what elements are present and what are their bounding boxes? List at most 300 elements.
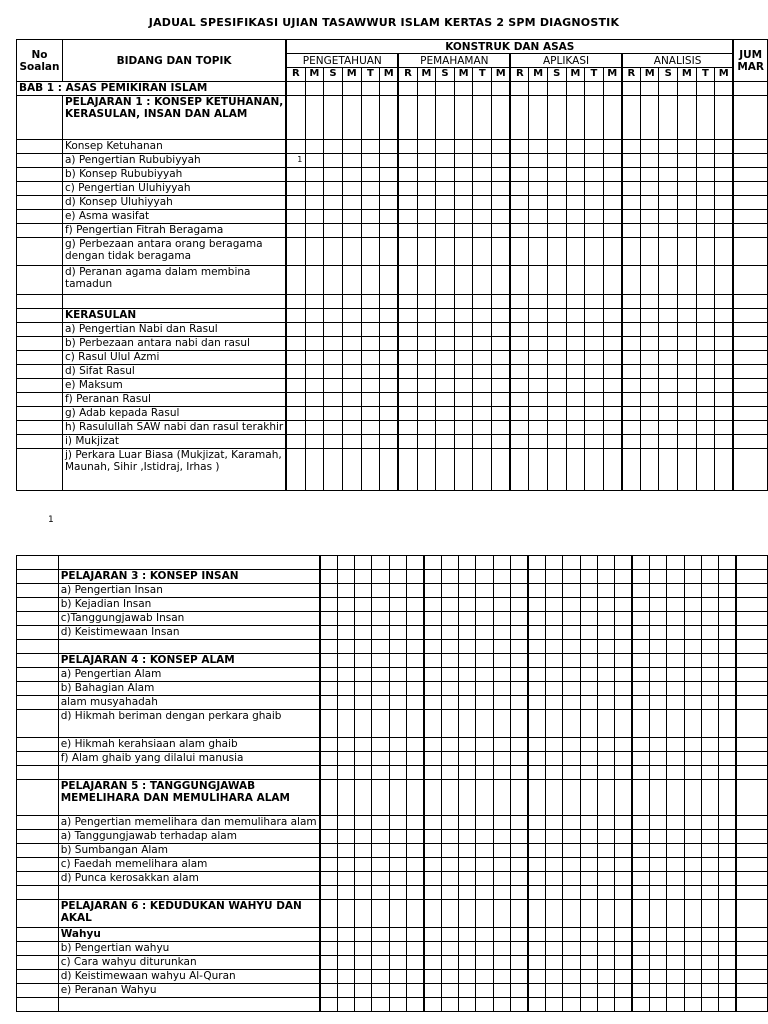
mark-cell [398,309,417,323]
jumlah-cell [733,182,767,196]
mark-cell [580,710,597,738]
mark-cell [342,168,361,182]
mark-cell [715,210,734,224]
mark-cell [719,654,736,668]
table-row [17,900,768,928]
mark-cell [678,379,697,393]
mark-cell [476,998,493,1012]
mark-cell [715,365,734,379]
mark-cell [585,365,604,379]
mark-cell [286,196,305,210]
mark-cell [398,337,417,351]
mark-cell [580,766,597,780]
mark-cell [476,598,493,612]
mark-cell [640,393,659,407]
mark-cell [603,323,622,337]
mark-cell [547,407,566,421]
mark-cell [398,365,417,379]
mark-cell [361,309,380,323]
mark-cell [632,598,649,612]
mark-cell [320,830,337,844]
mark-cell [441,682,458,696]
mark-cell [436,323,455,337]
mark-cell [324,435,343,449]
mark-cell [361,168,380,182]
mark-cell [529,337,548,351]
mark-cell [667,956,684,970]
mark-cell [696,210,715,224]
mark-cell [398,295,417,309]
mark-cell [372,696,389,710]
mark-cell [476,942,493,956]
mark-cell [454,238,473,266]
mark-cell [622,295,641,309]
mark-cell [372,928,389,942]
mark-cell [640,82,659,96]
mark-cell [406,942,423,956]
mark-cell [563,556,580,570]
mark-cell [492,421,511,435]
mark-cell [667,682,684,696]
mark-cell [622,449,641,491]
no-soalan-cell [17,830,59,844]
mark-cell [563,830,580,844]
mark-cell [528,830,545,844]
mark-cell [473,393,492,407]
mark-cell [667,970,684,984]
mark-cell [719,780,736,816]
mark-cell [640,238,659,266]
mark-cell [417,337,436,351]
mark-cell [424,584,441,598]
mark-cell [337,900,354,928]
mark-cell [667,626,684,640]
no-soalan-cell [17,435,63,449]
mark-cell [545,598,562,612]
mark-cell [492,295,511,309]
jumlah-cell [736,752,767,766]
mark-cell [563,956,580,970]
mark-cell [286,351,305,365]
mark-cell [719,612,736,626]
mark-cell [424,710,441,738]
topic-item: alam musyahadah [58,696,319,710]
mark-cell [492,351,511,365]
mark-cell [424,872,441,886]
mark-cell [389,816,406,830]
jumlah-cell [736,612,767,626]
mark-cell [398,449,417,491]
mark-cell [436,337,455,351]
no-soalan-cell [17,984,59,998]
mark-cell [597,928,614,942]
mark-cell [597,584,614,598]
mark-cell [529,196,548,210]
mark-cell [702,998,719,1012]
mark-cell [380,154,399,168]
mark-cell [615,858,632,872]
mark-cell [473,196,492,210]
mark-cell [667,752,684,766]
mark-cell [702,816,719,830]
mark-cell [286,140,305,154]
mark-cell [473,435,492,449]
mark-cell [622,238,641,266]
mark-cell [380,379,399,393]
jumlah-cell [733,393,767,407]
mark-cell [580,598,597,612]
mark-cell [566,182,585,196]
mark-cell [320,998,337,1012]
mark-cell [380,393,399,407]
mark-cell [342,182,361,196]
table-row [17,830,768,844]
mark-cell [545,998,562,1012]
mark-cell [603,379,622,393]
table-row [17,928,768,942]
group-header-aplikasi: APLIKASI [510,54,622,68]
mark-cell [320,872,337,886]
mark-cell [615,710,632,738]
mark-cell [702,626,719,640]
table-row [17,196,768,210]
mark-cell [719,626,736,640]
mark-cell [342,351,361,365]
mark-cell [459,598,476,612]
mark-cell [286,96,305,140]
mark-cell [702,956,719,970]
mark-cell [454,224,473,238]
mark-cell [476,556,493,570]
jumlah-cell [733,421,767,435]
mark-cell [492,140,511,154]
no-soalan-cell [17,696,59,710]
mark-cell [678,435,697,449]
jumlah-cell [733,224,767,238]
mark-cell [510,393,529,407]
level-header: R [510,68,529,82]
topic-item [58,998,319,1012]
mark-cell [585,393,604,407]
mark-cell [493,886,510,900]
mark-cell [622,323,641,337]
mark-cell [684,886,701,900]
topic-item [58,886,319,900]
mark-cell [547,168,566,182]
mark-cell [632,626,649,640]
mark-cell [640,154,659,168]
mark-cell [547,210,566,224]
topic-item: h) Rasulullah SAW nabi dan rasul terakhir [62,421,286,435]
mark-cell [632,900,649,928]
mark-cell [406,766,423,780]
mark-cell [354,998,371,1012]
mark-cell [473,407,492,421]
mark-cell [510,224,529,238]
mark-cell [640,224,659,238]
mark-cell [493,752,510,766]
mark-cell [510,365,529,379]
topic-item: Konsep Ketuhanan [62,140,286,154]
mark-cell [580,570,597,584]
mark-cell [493,766,510,780]
mark-cell [632,886,649,900]
topic-item [58,640,319,654]
mark-cell [511,696,528,710]
jumlah-cell [733,140,767,154]
mark-cell [324,337,343,351]
mark-cell [476,970,493,984]
mark-cell [650,752,667,766]
level-header: M [305,68,324,82]
mark-cell [380,140,399,154]
mark-cell [436,210,455,224]
mark-cell [678,351,697,365]
mark-cell [417,449,436,491]
mark-cell [286,393,305,407]
mark-cell [436,351,455,365]
mark-cell [632,752,649,766]
mark-cell [528,970,545,984]
jumlah-cell [736,984,767,998]
mark-cell [622,351,641,365]
jumlah-cell [736,654,767,668]
mark-cell [622,393,641,407]
table-row [17,696,768,710]
mark-cell [372,858,389,872]
no-soalan-cell [17,196,63,210]
mark-cell [678,168,697,182]
mark-cell [684,640,701,654]
mark-cell [389,696,406,710]
mark-cell [603,154,622,168]
mark-cell [622,224,641,238]
mark-cell [324,323,343,337]
mark-cell [603,82,622,96]
mark-cell [406,710,423,738]
mark-cell [454,337,473,351]
mark-cell [667,858,684,872]
mark-cell [459,998,476,1012]
mark-cell [493,872,510,886]
mark-cell [632,984,649,998]
mark-cell [389,830,406,844]
mark-cell [320,556,337,570]
topic-item: a) Pengertian Nabi dan Rasul [62,323,286,337]
no-soalan-cell [17,407,63,421]
mark-cell [459,928,476,942]
mark-cell [305,421,324,435]
mark-cell [417,379,436,393]
mark-cell [650,710,667,738]
mark-cell [528,766,545,780]
level-header: R [286,68,305,82]
mark-cell [476,570,493,584]
mark-cell [459,956,476,970]
mark-cell [529,82,548,96]
mark-cell [632,844,649,858]
mark-cell [511,654,528,668]
mark-cell [545,928,562,942]
mark-cell [406,970,423,984]
mark-cell [389,872,406,886]
mark-cell [510,435,529,449]
mark-cell [597,570,614,584]
mark-cell [640,96,659,140]
mark-cell [459,556,476,570]
mark-cell [678,266,697,295]
mark-cell [615,696,632,710]
mark-cell [547,182,566,196]
mark-cell [342,435,361,449]
mark-cell [563,970,580,984]
mark-cell [702,970,719,984]
mark-cell [436,196,455,210]
mark-cell [305,393,324,407]
mark-cell [286,82,305,96]
no-soalan-cell [17,752,59,766]
mark-cell [667,942,684,956]
mark-cell [684,556,701,570]
mark-cell [529,154,548,168]
mark-cell [580,738,597,752]
mark-cell [659,309,678,323]
mark-cell [406,682,423,696]
mark-cell [436,309,455,323]
mark-cell [615,682,632,696]
mark-cell [459,942,476,956]
level-header: S [324,68,343,82]
topic-item: e) Peranan Wahyu [58,984,319,998]
mark-cell [417,421,436,435]
topic-item: c) Rasul Ulul Azmi [62,351,286,365]
mark-cell [492,337,511,351]
mark-cell [361,449,380,491]
mark-cell [640,449,659,491]
mark-cell [563,710,580,738]
mark-cell [354,900,371,928]
mark-cell [454,196,473,210]
jumlah-cell [736,780,767,816]
mark-cell [545,984,562,998]
mark-cell [529,309,548,323]
mark-cell [678,295,697,309]
mark-cell [659,449,678,491]
mark-cell [678,337,697,351]
mark-cell [493,942,510,956]
mark-cell [547,421,566,435]
no-soalan-cell [17,928,59,942]
mark-cell [511,780,528,816]
topic-item: f) Pengertian Fitrah Beragama [62,224,286,238]
mark-cell [529,295,548,309]
mark-cell [715,154,734,168]
table-row [17,970,768,984]
mark-cell [361,435,380,449]
mark-cell [702,612,719,626]
mark-cell [528,584,545,598]
table-row [17,844,768,858]
mark-cell [566,140,585,154]
mark-cell [372,584,389,598]
mark-cell [454,168,473,182]
mark-cell [547,82,566,96]
mark-cell [441,844,458,858]
table-row [17,82,768,96]
mark-cell [492,168,511,182]
table-row [17,224,768,238]
mark-cell [632,872,649,886]
mark-cell [563,682,580,696]
jumlah-cell [736,998,767,1012]
mark-cell [547,323,566,337]
mark-cell [389,584,406,598]
mark-cell [511,682,528,696]
mark-cell [454,435,473,449]
level-header: M [640,68,659,82]
mark-cell [585,309,604,323]
mark-cell [361,140,380,154]
mark-cell [454,154,473,168]
mark-cell [563,626,580,640]
table-row [17,570,768,584]
mark-cell [715,435,734,449]
mark-cell [580,830,597,844]
mark-cell [380,407,399,421]
level-header: M [417,68,436,82]
mark-cell [473,421,492,435]
mark-cell [696,393,715,407]
topic-item: a) Pengertian memelihara dan memulihara alam [58,816,319,830]
mark-cell [305,337,324,351]
mark-cell [424,956,441,970]
mark-cell [305,379,324,393]
jumlah-cell [736,738,767,752]
jumlah-cell [733,154,767,168]
mark-cell [650,640,667,654]
mark-cell [511,598,528,612]
mark-cell [459,752,476,766]
mark-cell [585,196,604,210]
mark-cell [632,654,649,668]
mark-cell [473,224,492,238]
mark-cell [424,928,441,942]
mark-cell [528,858,545,872]
mark-cell [615,928,632,942]
table-row [17,654,768,668]
mark-cell [667,598,684,612]
mark-cell [361,224,380,238]
mark-cell [424,570,441,584]
mark-cell [667,830,684,844]
mark-cell [566,407,585,421]
mark-cell [441,984,458,998]
mark-cell [417,154,436,168]
mark-cell [566,379,585,393]
mark-cell [320,984,337,998]
mark-cell [473,96,492,140]
mark-cell [719,752,736,766]
mark-cell [424,612,441,626]
mark-cell [615,998,632,1012]
mark-cell [372,556,389,570]
mark-cell [632,858,649,872]
mark-cell [286,407,305,421]
mark-cell [493,612,510,626]
mark-cell [667,654,684,668]
topic-item: b) Kejadian Insan [58,598,319,612]
mark-cell [320,844,337,858]
